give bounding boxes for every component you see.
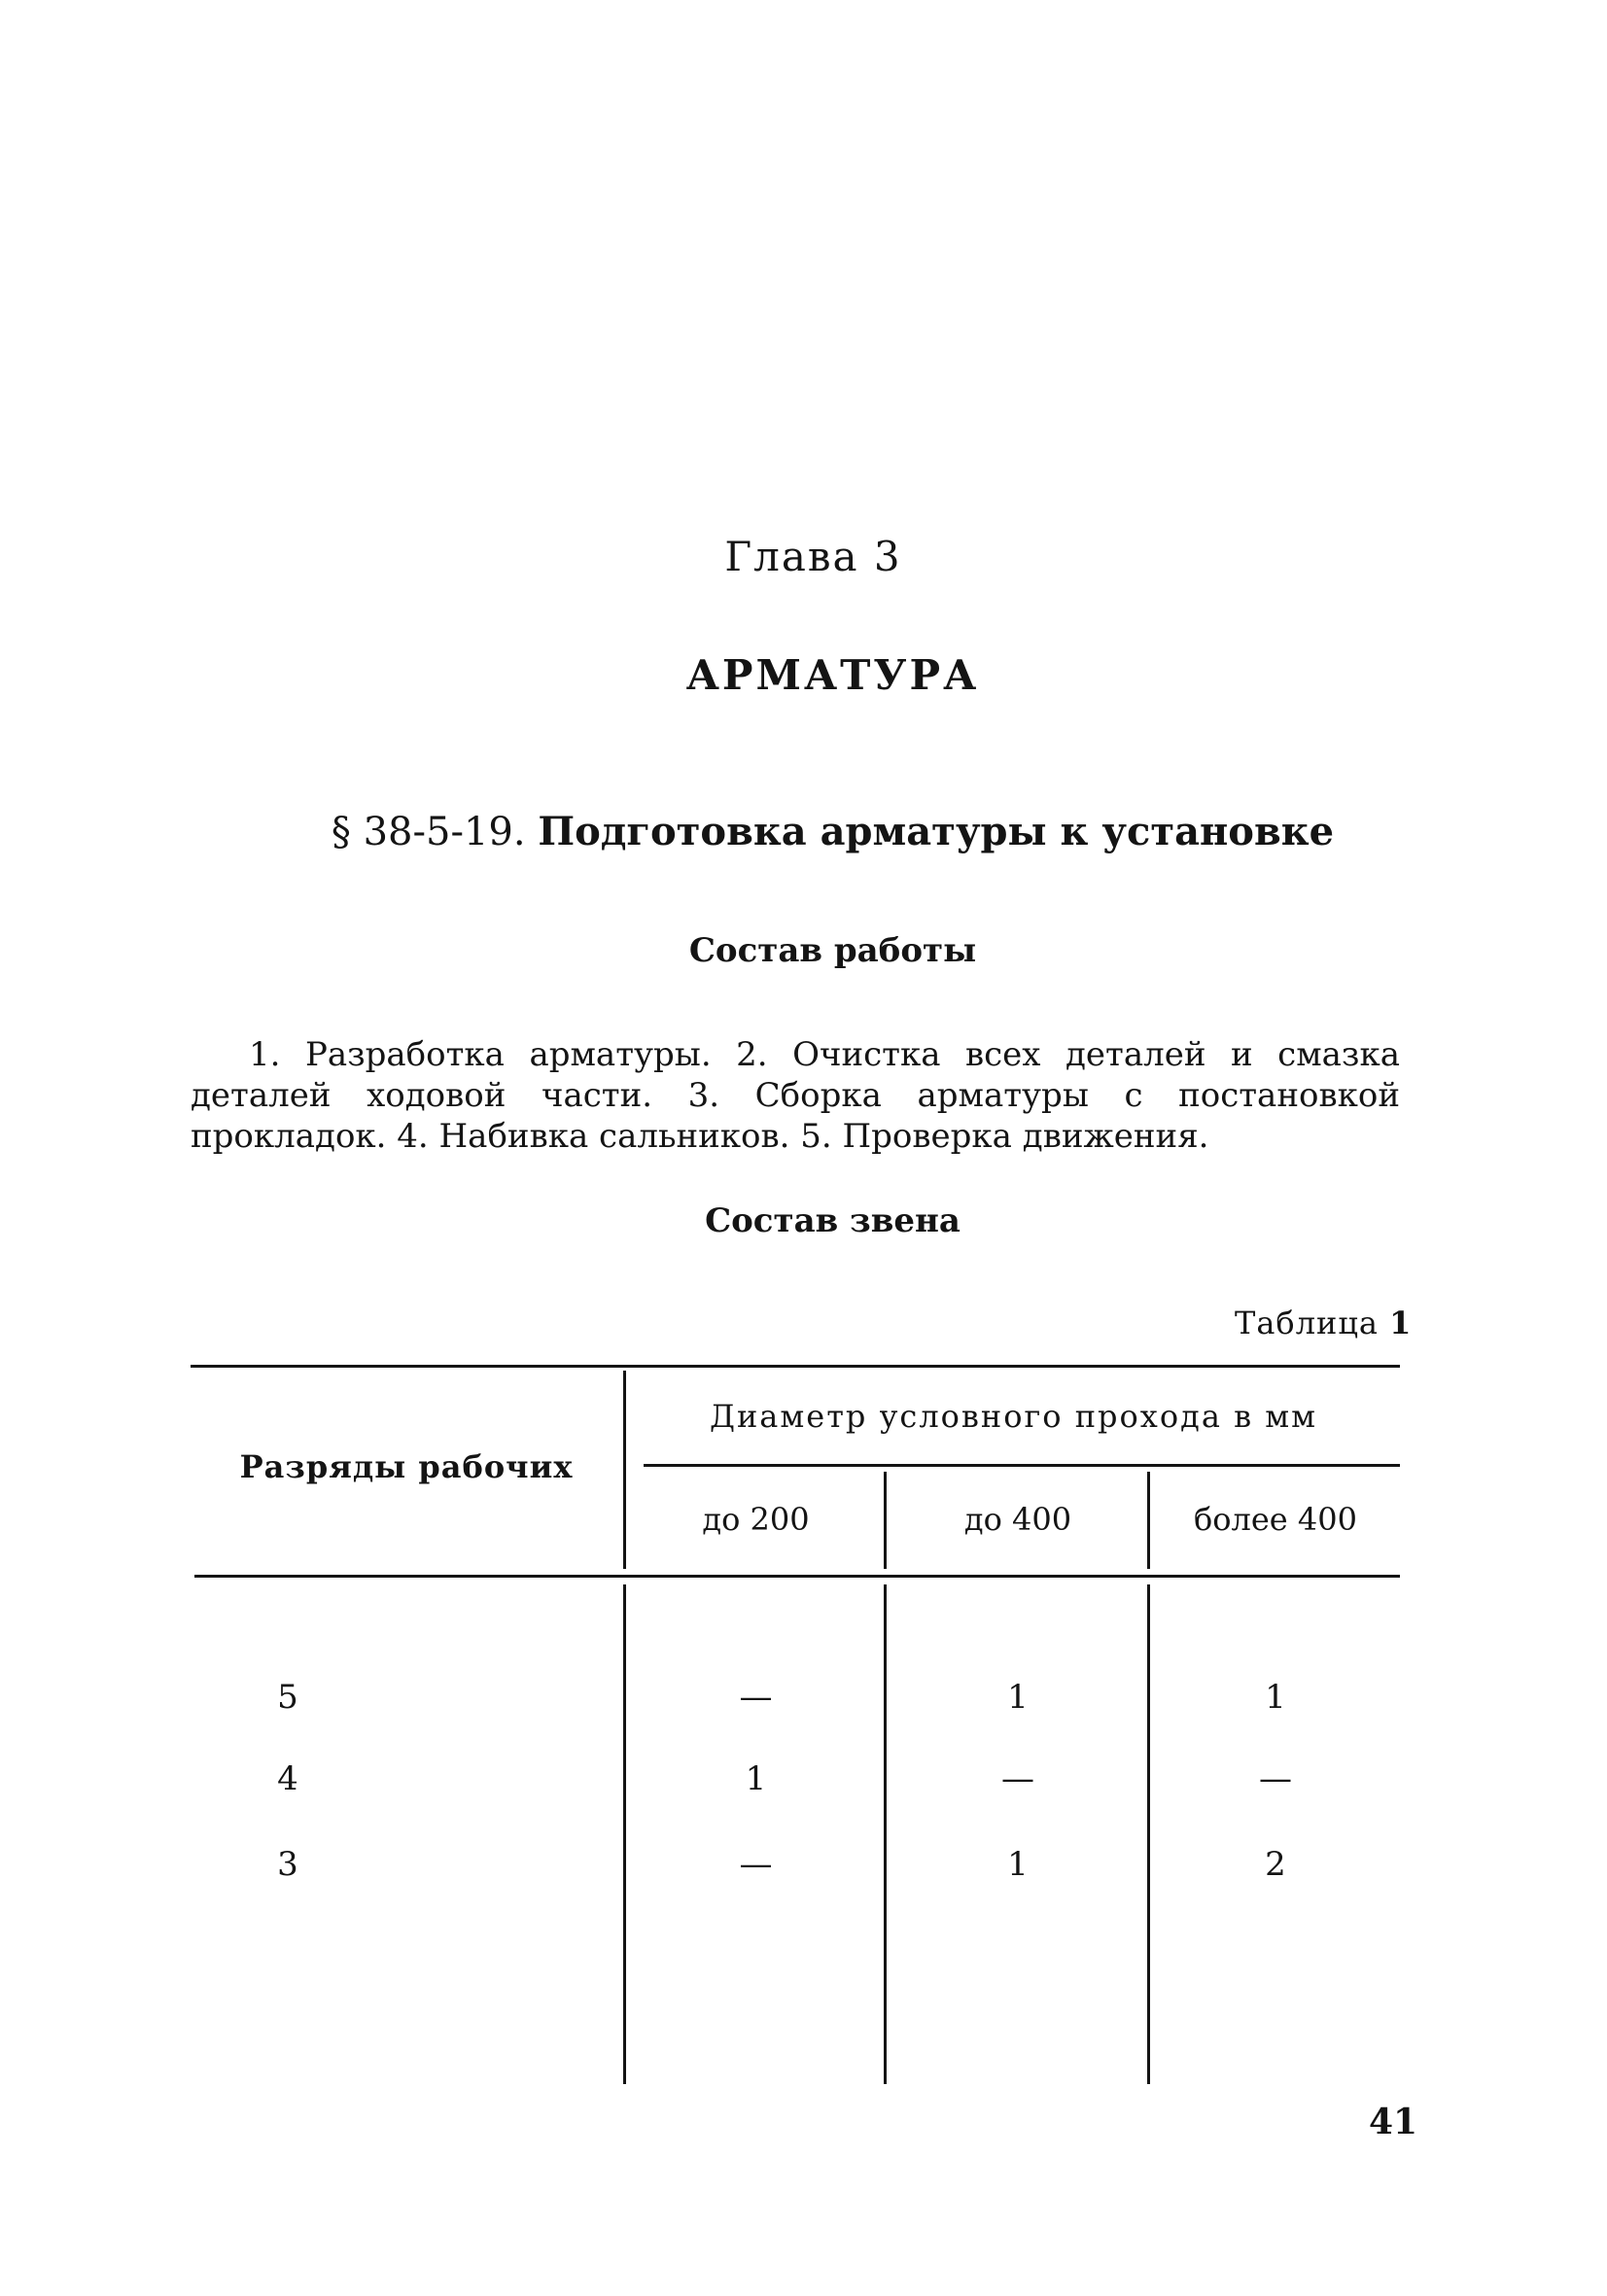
header-diameter-group: Диаметр условного прохода в мм	[709, 1398, 1318, 1435]
row-rank: 3	[277, 1845, 298, 1884]
header-col-over-400: более 400	[1194, 1501, 1357, 1538]
row-value-over-400: —	[1259, 1759, 1292, 1798]
table-divider-col1-body	[884, 1584, 887, 2084]
team-heading: Состав звена	[705, 1201, 961, 1240]
table-header-subrule	[644, 1464, 1400, 1467]
header-col-up-to-400: до 400	[963, 1501, 1072, 1538]
chapter-label: Глава 3	[724, 533, 902, 580]
row-value-over-400: 2	[1265, 1845, 1286, 1884]
table-header-bottom-rule	[194, 1575, 1400, 1578]
table-top-rule	[191, 1365, 1400, 1368]
row-rank: 5	[277, 1678, 298, 1717]
page-number: 41	[1369, 2102, 1418, 2142]
header-col-up-to-200: до 200	[702, 1501, 810, 1538]
table-caption-number: 1	[1389, 1305, 1413, 1341]
section-heading	[0, 809, 1607, 854]
table-caption-label: Таблица	[1235, 1305, 1379, 1341]
row-value-up-to-200: —	[739, 1678, 773, 1717]
table-caption	[1235, 1305, 1412, 1341]
work-description: 1. Разработка арматуры. 2. Очистка всех деталей и смазка деталей ходовой части. 3. Сборка арматуры с постановкой прокладок. 4. Набивка сальников. 5. Проверка движения.	[191, 1035, 1400, 1156]
table-divider-rank	[623, 1371, 626, 1569]
table-row	[0, 1678, 1607, 1717]
section-number: § 38-5-19.	[331, 810, 526, 854]
chapter-title: АРМАТУРА	[685, 651, 980, 699]
row-value-up-to-200: —	[739, 1845, 773, 1884]
row-value-up-to-400: —	[1001, 1759, 1034, 1798]
row-value-up-to-400: 1	[1007, 1678, 1029, 1717]
table-divider-col2-body	[1147, 1584, 1150, 2084]
row-value-over-400: 1	[1265, 1678, 1286, 1717]
row-rank: 4	[277, 1759, 298, 1798]
table-row	[0, 1845, 1607, 1884]
row-value-up-to-400: 1	[1007, 1845, 1029, 1884]
row-value-up-to-200: 1	[745, 1759, 767, 1798]
work-heading: Состав работы	[688, 931, 977, 970]
header-worker-grades: Разряды рабочих	[239, 1448, 574, 1485]
table-divider-rank-body	[623, 1584, 626, 2084]
section-title: Подготовка арматуры к установке	[538, 809, 1335, 854]
table-row	[0, 1759, 1607, 1798]
